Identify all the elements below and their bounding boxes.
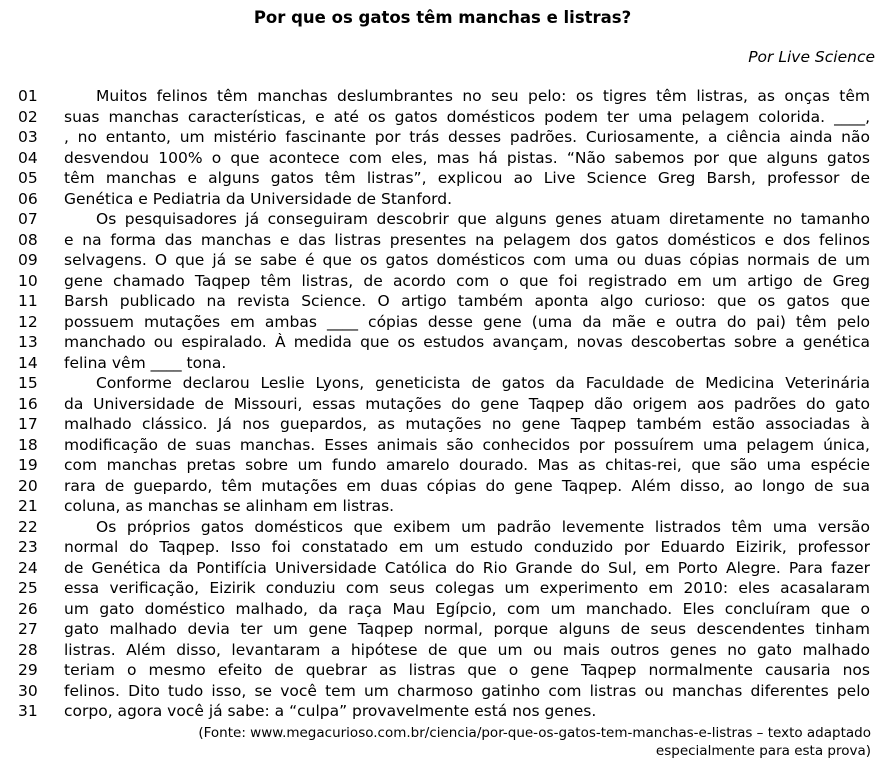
line-number: 08 — [18, 230, 38, 249]
line-text: Conforme declarou Leslie Lyons, geneticista de gatos da Faculdade de Medicina Veterinária — [96, 374, 870, 392]
text-line — [0, 660, 885, 681]
text-line — [0, 578, 885, 599]
text-line — [0, 332, 885, 353]
line-number: 22 — [18, 517, 38, 536]
line-text: corpo, agora você já sabe: a “culpa” provavelmente está nos genes. — [64, 702, 597, 720]
text-line — [0, 373, 885, 394]
line-text: felina vêm ____ tona. — [64, 353, 227, 372]
line-number: 02 — [18, 107, 38, 126]
line-text: listras. Além disso, levantaram a hipótese de que um ou mais outros genes no gato malhado — [64, 640, 870, 659]
author-byline: Por Live Science — [748, 48, 875, 66]
text-line — [0, 435, 885, 456]
text-line — [0, 168, 885, 189]
line-text: Os próprios gatos domésticos que exibem um padrão levemente listrados têm uma versão — [96, 517, 870, 536]
line-number: 03 — [18, 128, 38, 146]
text-line — [0, 517, 885, 538]
text-line — [0, 394, 885, 415]
line-text: da Universidade de Missouri, essas mutações do gene Taqpep dão origem aos padrões do gato — [64, 394, 870, 413]
text-line — [0, 455, 885, 476]
line-text: de Genética da Pontifícia Universidade Católica do Rio Grande do Sul, em Porto Alegre. Para fazer — [64, 558, 870, 577]
text-line — [0, 681, 885, 702]
line-text: coluna, as manchas se alinham em listras. — [64, 497, 395, 515]
line-number: 17 — [18, 415, 38, 433]
line-number: 10 — [18, 271, 38, 290]
text-line — [0, 250, 885, 271]
line-text: Os pesquisadores já conseguiram descobrir que alguns genes atuam diretamente no tamanho — [96, 210, 870, 228]
line-number: 29 — [18, 661, 38, 679]
line-number: 09 — [18, 251, 38, 269]
line-text: Genética e Pediatria da Universidade de Stanford. — [64, 189, 453, 208]
line-number: 06 — [18, 189, 38, 208]
text-line — [0, 107, 885, 128]
line-number: 07 — [18, 210, 38, 228]
line-number: 21 — [18, 497, 38, 515]
line-text: e na forma das manchas e das listras presentes na pelagem dos gatos domésticos e dos felinos — [64, 230, 870, 249]
text-line — [0, 209, 885, 230]
source-citation — [71, 724, 871, 760]
line-text: malhado clássico. Já nos guepardos, as mutações no gene Taqpep também estão associadas à — [64, 415, 870, 433]
text-line — [0, 476, 885, 497]
text-line — [0, 599, 885, 620]
line-number: 28 — [18, 640, 38, 659]
line-text: Muitos felinos têm manchas deslumbrantes no seu pelo: os tigres têm listras, as onças têm — [96, 87, 870, 105]
text-line — [0, 414, 885, 435]
line-number: 11 — [18, 292, 38, 310]
line-text: possuem mutações em ambas ____ cópias desse gene (uma da mãe e outra do pai) têm pelo — [64, 312, 870, 331]
line-number: 13 — [18, 333, 38, 351]
document-title: Por que os gatos têm manchas e listras? — [253, 8, 632, 27]
line-text: manchado ou espiralado. À medida que os estudos avançam, novas descobertas sobre a genética — [64, 333, 870, 351]
line-text: Barsh publicado na revista Science. O artigo também aponta algo curioso: que os gatos que — [64, 292, 870, 310]
text-line — [0, 271, 885, 292]
line-text: felinos. Dito tudo isso, se você tem um charmoso gatinho com listras ou manchas diferentes pelo — [64, 681, 870, 700]
line-number: 15 — [18, 374, 38, 392]
line-text: desvendou 100% o que acontece com eles, mas há pistas. “Não sabemos por que alguns gatos — [64, 148, 870, 167]
line-number: 14 — [18, 353, 38, 372]
text-line — [0, 127, 885, 148]
article-body — [0, 86, 885, 722]
text-line — [0, 619, 885, 640]
text-line — [0, 558, 885, 579]
line-text: rara de guepardo, têm mutações em duas cópias do gene Taqpep. Além disso, ao longo de sua — [64, 476, 870, 495]
line-text: essa verificação, Eizirik conduziu com seus colegas um experimento em 2010: eles acasalaram — [64, 579, 870, 597]
line-text: , no entanto, um mistério fascinante por trás desses padrões. Curiosamente, a ciência ainda não — [64, 128, 870, 146]
line-number: 27 — [18, 620, 38, 638]
text-line — [0, 148, 885, 169]
text-line — [0, 640, 885, 661]
line-number: 12 — [18, 312, 38, 331]
line-text: um gato doméstico malhado, da raça Mau Egípcio, com um manchado. Eles concluíram que o — [64, 599, 870, 618]
line-text: normal do Taqpep. Isso foi constatado em um estudo conduzido por Eduardo Eizirik, professor — [64, 538, 870, 556]
text-line — [0, 537, 885, 558]
line-text: teriam o mesmo efeito de quebrar as listras que o gene Taqpep normalmente causaria nos — [64, 661, 870, 679]
line-text: com manchas pretas sobre um fundo amarelo dourado. Mas as chitas-rei, que são uma espécie — [64, 456, 870, 474]
line-number: 25 — [18, 579, 38, 597]
line-text: têm manchas e alguns gatos têm listras”, explicou ao Live Science Greg Barsh, professor de — [64, 169, 870, 187]
line-number: 20 — [18, 476, 38, 495]
text-line — [0, 230, 885, 251]
line-number: 31 — [18, 702, 38, 720]
line-number: 04 — [18, 148, 38, 167]
line-number: 23 — [18, 538, 38, 556]
text-line — [0, 312, 885, 333]
text-line — [0, 701, 885, 722]
line-number: 24 — [18, 558, 38, 577]
text-line — [0, 86, 885, 107]
line-number: 26 — [18, 599, 38, 618]
line-number: 01 — [18, 87, 38, 105]
line-text: modificação de suas manchas. Esses animais são conhecidos por possuírem uma pelagem única, — [64, 435, 870, 454]
text-line — [0, 189, 885, 210]
line-number: 30 — [18, 681, 38, 700]
source-line-1: (Fonte: www.megacurioso.com.br/ciencia/por-que-os-gatos-tem-manchas-e-listras – texto adaptado — [198, 725, 871, 741]
line-text: selvagens. O que já se sabe é que os gatos domésticos com uma ou duas cópias normais de um — [64, 251, 870, 269]
line-number: 18 — [18, 435, 38, 454]
line-number: 19 — [18, 456, 38, 474]
line-number: 16 — [18, 394, 38, 413]
line-text: gene chamado Taqpep têm listras, de acordo com o que foi registrado em um artigo de Greg — [64, 271, 870, 290]
line-number: 05 — [18, 169, 38, 187]
line-text: gato malhado devia ter um gene Taqpep normal, porque alguns de seus descendentes tinham — [64, 620, 870, 638]
text-line — [0, 496, 885, 517]
text-line — [0, 291, 885, 312]
source-line-2: especialmente para esta prova) — [655, 743, 871, 759]
text-line — [0, 353, 885, 374]
line-text: suas manchas características, e até os gatos domésticos podem ter uma pelagem colorida. ____, — [64, 107, 870, 126]
